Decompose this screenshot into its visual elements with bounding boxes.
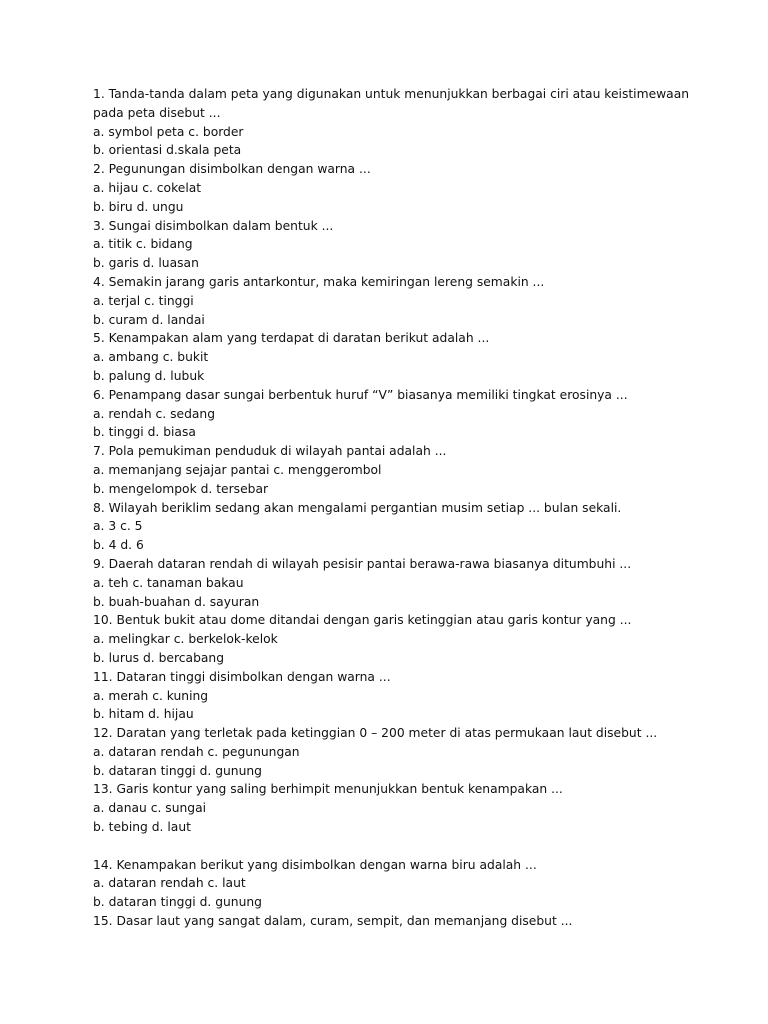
text-line: 5. Kenampakan alam yang terdapat di daratan berikut adalah ... — [93, 331, 490, 346]
text-line: 6. Penampang dasar sungai berbentuk huruf “V” biasanya memiliki tingkat erosinya ... — [93, 387, 628, 402]
text-line: 13. Garis kontur yang saling berhimpit menunjukkan bentuk kenampakan ... — [93, 782, 563, 797]
text-line: a. danau c. sungai — [93, 801, 207, 816]
text-line: a. terjal c. tinggi — [93, 293, 194, 308]
text-line: a. symbol peta c. border — [93, 124, 244, 139]
text-line: pada peta disebut ... — [93, 105, 221, 120]
text-line: a. ambang c. bukit — [93, 350, 209, 365]
blank-line — [93, 837, 693, 856]
text-line: a. merah c. kuning — [93, 688, 209, 703]
text-line: b. orientasi d.skala peta — [93, 143, 242, 158]
text-line: b. mengelompok d. tersebar — [93, 481, 269, 496]
text-line: 7. Pola pemukiman penduduk di wilayah pantai adalah ... — [93, 444, 447, 459]
text-line: a. teh c. tanaman bakau — [93, 575, 244, 590]
text-line: b. tebing d. laut — [93, 820, 191, 835]
text-line: 4. Semakin jarang garis antarkontur, maka kemiringan lereng semakin ... — [93, 274, 545, 289]
text-line: 10. Bentuk bukit atau dome ditandai dengan garis ketinggian atau garis kontur yang ... — [93, 613, 632, 628]
text-line: b. hitam d. hijau — [93, 707, 194, 722]
text-line: a. memanjang sejajar pantai c. menggerombol — [93, 462, 382, 477]
text-line: 14. Kenampakan berikut yang disimbolkan dengan warna biru adalah ... — [93, 857, 537, 872]
text-line: a. titik c. bidang — [93, 237, 193, 252]
text-line: b. palung d. lubuk — [93, 368, 205, 383]
text-line: 2. Pegunungan disimbolkan dengan warna ... — [93, 162, 371, 177]
text-line: b. 4 d. 6 — [93, 538, 144, 553]
text-line: 3. Sungai disimbolkan dalam bentuk ... — [93, 218, 334, 233]
text-line: b. curam d. landai — [93, 312, 205, 327]
text-line: a. 3 c. 5 — [93, 519, 143, 534]
text-line: b. dataran tinggi d. gunung — [93, 895, 262, 910]
text-line: 11. Dataran tinggi disimbolkan dengan warna ... — [93, 669, 391, 684]
text-line: 1. Tanda-tanda dalam peta yang digunakan untuk menunjukkan berbagai ciri atau keistimewaan — [93, 87, 690, 101]
text-line: a. melingkar c. berkelok-kelok — [93, 632, 278, 647]
text-line: 8. Wilayah beriklim sedang akan mengalami pergantian musim setiap ... bulan sekali. — [93, 500, 622, 515]
text-line: a. rendah c. sedang — [93, 406, 216, 421]
text-line: a. dataran rendah c. laut — [93, 876, 246, 891]
quiz-text-body — [93, 85, 693, 931]
text-line: b. biru d. ungu — [93, 199, 184, 214]
text-line: 12. Daratan yang terletak pada ketinggian 0 – 200 meter di atas permukaan laut disebut ... — [93, 726, 658, 741]
text-line: a. dataran rendah c. pegunungan — [93, 744, 300, 759]
text-line: b. lurus d. bercabang — [93, 650, 225, 665]
text-line: b. buah-buahan d. sayuran — [93, 594, 260, 609]
text-line: b. tinggi d. biasa — [93, 425, 196, 440]
text-line: b. dataran tinggi d. gunung — [93, 763, 262, 778]
text-line: b. garis d. luasan — [93, 256, 199, 271]
text-line: 15. Dasar laut yang sangat dalam, curam, sempit, dan memanjang disebut ... — [93, 914, 573, 929]
text-line: 9. Daerah dataran rendah di wilayah pesisir pantai berawa-rawa biasanya ditumbuhi ... — [93, 556, 632, 571]
text-line: a. hijau c. cokelat — [93, 180, 202, 195]
